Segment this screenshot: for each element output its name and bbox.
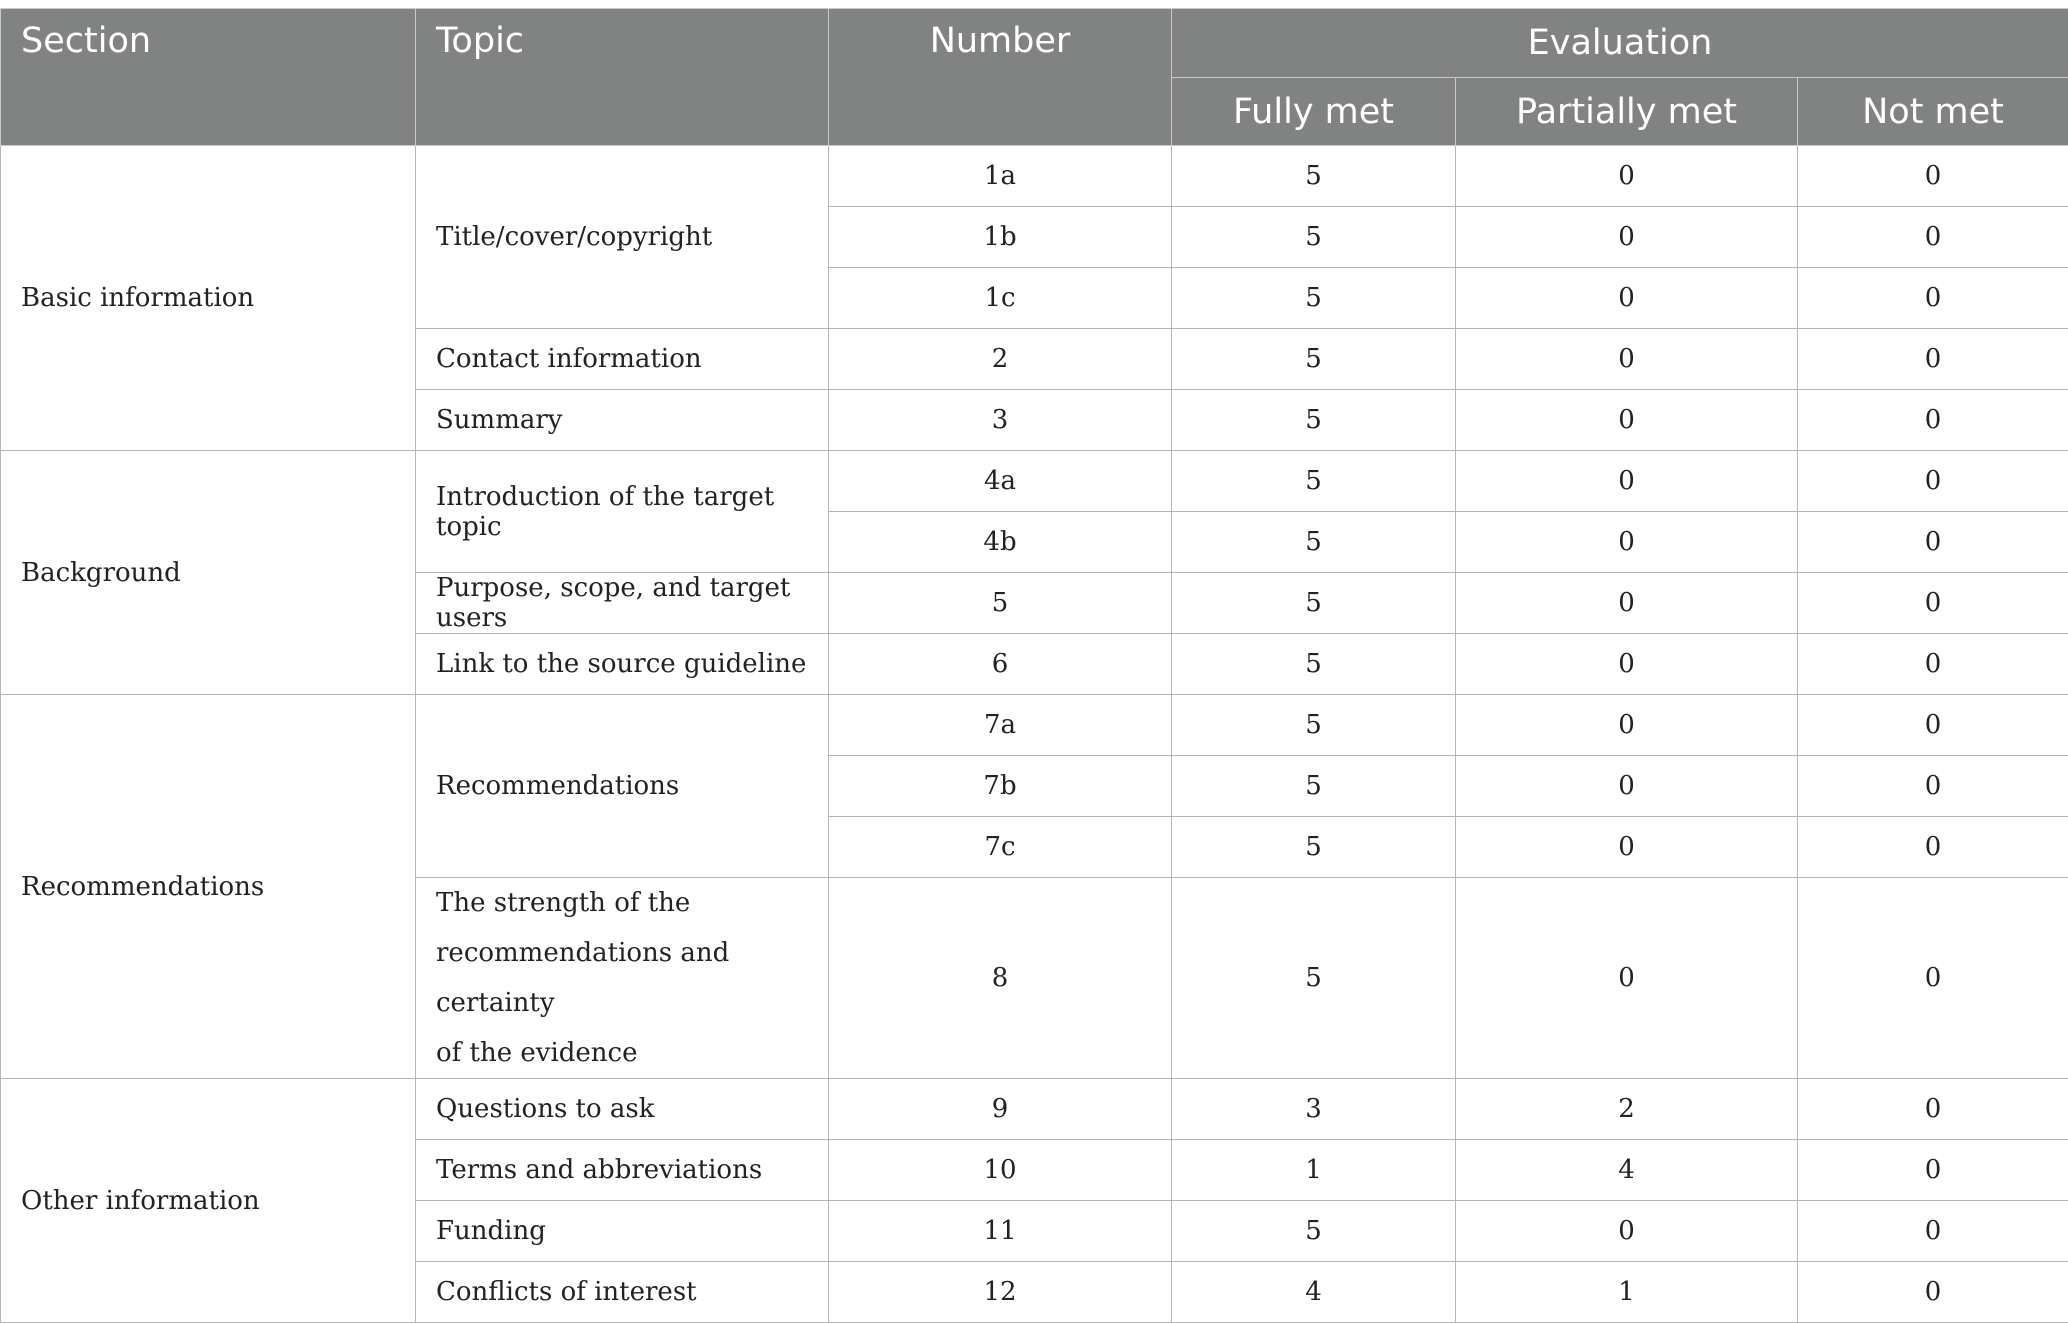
fully-met-cell: 5 [1172,878,1456,1079]
not-met-cell: 0 [1798,146,2068,207]
topic-cell: Title/cover/copyright [416,146,829,329]
number-cell: 11 [829,1201,1172,1262]
section-cell: Recommendations [1,695,416,1079]
number-cell: 1a [829,146,1172,207]
topic-cell [416,878,829,1079]
not-met-cell: 0 [1798,878,2068,1079]
fully-met-cell: 5 [1172,695,1456,756]
fully-met-cell: 5 [1172,207,1456,268]
header-section: Section [1,9,416,146]
topic-cell: Questions to ask [416,1079,829,1140]
fully-met-cell: 5 [1172,329,1456,390]
number-cell: 12 [829,1262,1172,1323]
topic-cell: Introduction of the target topic [416,451,829,573]
partially-met-cell: 0 [1456,634,1798,695]
number-cell: 5 [829,573,1172,634]
fully-met-cell: 5 [1172,817,1456,878]
fully-met-cell: 5 [1172,451,1456,512]
table-row [1,146,2068,207]
table-body [1,146,2068,1323]
header-fully-met: Fully met [1172,78,1456,146]
fully-met-cell: 5 [1172,146,1456,207]
header-partially-met: Partially met [1456,78,1798,146]
partially-met-cell: 0 [1456,695,1798,756]
fully-met-cell: 5 [1172,268,1456,329]
fully-met-cell: 5 [1172,512,1456,573]
fully-met-cell: 3 [1172,1079,1456,1140]
not-met-cell: 0 [1798,451,2068,512]
partially-met-cell: 0 [1456,146,1798,207]
topic-cell: Link to the source guideline [416,634,829,695]
number-cell: 4a [829,451,1172,512]
number-cell: 7c [829,817,1172,878]
partially-met-cell: 0 [1456,878,1798,1079]
topic-cell: Conflicts of interest [416,1262,829,1323]
not-met-cell: 0 [1798,1201,2068,1262]
number-cell: 10 [829,1140,1172,1201]
not-met-cell: 0 [1798,512,2068,573]
topic-cell: Recommendations [416,695,829,878]
fully-met-cell: 5 [1172,756,1456,817]
topic-line: of the evidence [436,1038,638,1068]
topic-cell: Funding [416,1201,829,1262]
section-cell: Basic information [1,146,416,451]
header-topic: Topic [416,9,829,146]
number-cell: 7a [829,695,1172,756]
header-evaluation: Evaluation [1172,9,2068,78]
table-header [1,9,2068,146]
fully-met-cell: 5 [1172,390,1456,451]
partially-met-cell: 0 [1456,573,1798,634]
number-cell: 4b [829,512,1172,573]
not-met-cell: 0 [1798,268,2068,329]
not-met-cell: 0 [1798,1262,2068,1323]
topic-cell: Contact information [416,329,829,390]
partially-met-cell: 1 [1456,1262,1798,1323]
partially-met-cell: 0 [1456,451,1798,512]
evaluation-table [0,8,2068,1323]
topic-cell: Purpose, scope, and target users [416,573,829,634]
partially-met-cell: 0 [1456,817,1798,878]
partially-met-cell: 0 [1456,512,1798,573]
number-cell: 8 [829,878,1172,1079]
topic-cell: Summary [416,390,829,451]
table-row [1,451,2068,512]
number-cell: 1c [829,268,1172,329]
number-cell: 3 [829,390,1172,451]
partially-met-cell: 0 [1456,390,1798,451]
fully-met-cell: 5 [1172,573,1456,634]
topic-line: recommendations and certainty [436,938,729,1018]
number-cell: 7b [829,756,1172,817]
partially-met-cell: 2 [1456,1079,1798,1140]
partially-met-cell: 0 [1456,1201,1798,1262]
partially-met-cell: 0 [1456,207,1798,268]
section-cell: Other information [1,1079,416,1323]
not-met-cell: 0 [1798,207,2068,268]
not-met-cell: 0 [1798,390,2068,451]
topic-cell: Terms and abbreviations [416,1140,829,1201]
partially-met-cell: 0 [1456,329,1798,390]
not-met-cell: 0 [1798,634,2068,695]
table-row [1,695,2068,756]
number-cell: 6 [829,634,1172,695]
topic-line: The strength of the [436,888,690,918]
not-met-cell: 0 [1798,1079,2068,1140]
partially-met-cell: 4 [1456,1140,1798,1201]
number-cell: 1b [829,207,1172,268]
section-cell: Background [1,451,416,695]
not-met-cell: 0 [1798,1140,2068,1201]
partially-met-cell: 0 [1456,756,1798,817]
not-met-cell: 0 [1798,817,2068,878]
not-met-cell: 0 [1798,756,2068,817]
table-row [1,1079,2068,1140]
number-cell: 2 [829,329,1172,390]
not-met-cell: 0 [1798,695,2068,756]
evaluation-table-container [0,8,2068,1323]
header-number: Number [829,9,1172,146]
number-cell: 9 [829,1079,1172,1140]
header-not-met: Not met [1798,78,2068,146]
not-met-cell: 0 [1798,329,2068,390]
fully-met-cell: 5 [1172,634,1456,695]
fully-met-cell: 1 [1172,1140,1456,1201]
not-met-cell: 0 [1798,573,2068,634]
partially-met-cell: 0 [1456,268,1798,329]
fully-met-cell: 5 [1172,1201,1456,1262]
fully-met-cell: 4 [1172,1262,1456,1323]
